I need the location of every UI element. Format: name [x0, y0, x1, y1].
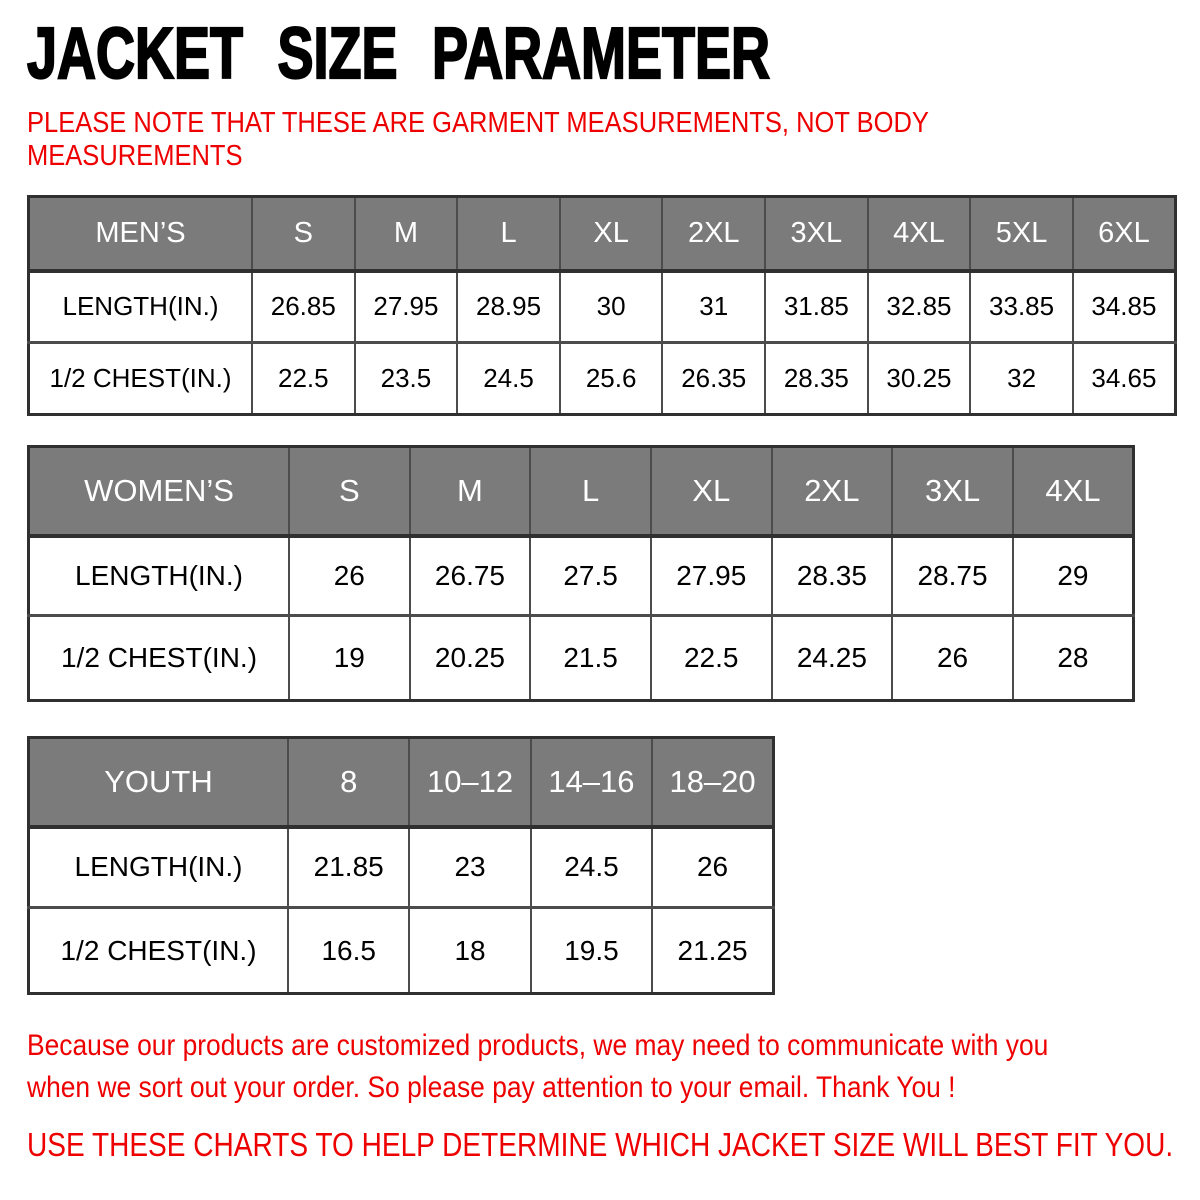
measurement-value: 18 [409, 908, 530, 994]
measurement-value: 20.25 [410, 616, 531, 701]
mens-header-row [29, 197, 1176, 271]
measurement-value: 22.5 [252, 343, 355, 415]
size-column-header: XL [651, 447, 772, 536]
size-column-header: L [530, 447, 651, 536]
youth-table-title: YOUTH [29, 738, 289, 827]
mens-table-title: MEN’S [29, 197, 253, 271]
measurement-value: 23 [409, 827, 530, 908]
measurement-value: 23.5 [355, 343, 458, 415]
measurement-value: 24.5 [457, 343, 560, 415]
measurement-value: 32.85 [868, 271, 971, 343]
measurement-value: 24.5 [531, 827, 652, 908]
measurement-value: 22.5 [651, 616, 772, 701]
measurement-value: 26 [652, 827, 773, 908]
measurement-value: 27.95 [651, 536, 772, 616]
note-line-1: PLEASE NOTE THAT THESE ARE GARMENT MEASUREMENTS, NOT BODY [27, 107, 929, 139]
youth-size-table [27, 736, 775, 995]
measurement-value: 34.85 [1073, 271, 1176, 343]
size-column-header: 2XL [772, 447, 893, 536]
size-column-header: L [457, 197, 560, 271]
measurement-value: 30 [560, 271, 663, 343]
size-column-header: 8 [288, 738, 409, 827]
size-column-header: M [355, 197, 458, 271]
page-title: JACKET SIZE PARAMETER [27, 14, 771, 94]
measurement-value: 28.95 [457, 271, 560, 343]
customization-notice [27, 1025, 1200, 1109]
size-column-header: 3XL [765, 197, 868, 271]
womens-chest-row [29, 616, 1134, 701]
measurement-value: 27.5 [530, 536, 651, 616]
mens-chest-row [29, 343, 1176, 415]
measurement-value: 26.35 [662, 343, 765, 415]
size-column-header: 2XL [662, 197, 765, 271]
measurement-value: 21.85 [288, 827, 409, 908]
measurement-value: 25.6 [560, 343, 663, 415]
row-label: 1/2 CHEST(IN.) [29, 616, 290, 701]
mens-length-row [29, 271, 1176, 343]
row-label: LENGTH(IN.) [29, 536, 290, 616]
size-column-header: 18–20 [652, 738, 773, 827]
measurement-value: 33.85 [970, 271, 1073, 343]
measurement-value: 28.35 [765, 343, 868, 415]
measurement-value: 31.85 [765, 271, 868, 343]
womens-header-row [29, 447, 1134, 536]
measurement-value: 26 [892, 616, 1013, 701]
womens-size-table [27, 445, 1135, 702]
measurement-value: 24.25 [772, 616, 893, 701]
measurement-value: 19.5 [531, 908, 652, 994]
measurement-value: 26 [289, 536, 410, 616]
measurement-value: 32 [970, 343, 1073, 415]
garment-measurement-note [27, 107, 1200, 173]
measurement-value: 26.75 [410, 536, 531, 616]
measurement-value: 31 [662, 271, 765, 343]
chart-usage-instruction: USE THESE CHARTS TO HELP DETERMINE WHICH JACKET SIZE WILL BEST FIT YOU. [27, 1126, 1174, 1163]
size-column-header: XL [560, 197, 663, 271]
customization-notice-line-1: Because our products are customized products, we may need to communicate with you [27, 1029, 1049, 1062]
measurement-value: 16.5 [288, 908, 409, 994]
measurement-value: 34.65 [1073, 343, 1176, 415]
size-column-header: S [252, 197, 355, 271]
note-line-2: MEASUREMENTS [27, 140, 243, 172]
youth-header-row [29, 738, 774, 827]
size-column-header: M [410, 447, 531, 536]
size-column-header: 5XL [970, 197, 1073, 271]
row-label: LENGTH(IN.) [29, 827, 289, 908]
size-column-header: 6XL [1073, 197, 1176, 271]
row-label: 1/2 CHEST(IN.) [29, 908, 289, 994]
size-column-header: 4XL [868, 197, 971, 271]
measurement-value: 28.75 [892, 536, 1013, 616]
size-column-header: S [289, 447, 410, 536]
measurement-value: 21.25 [652, 908, 773, 994]
measurement-value: 26.85 [252, 271, 355, 343]
size-column-header: 3XL [892, 447, 1013, 536]
womens-table-title: WOMEN’S [29, 447, 290, 536]
size-column-header: 10–12 [409, 738, 530, 827]
customization-notice-line-2: when we sort out your order. So please pay attention to your email. Thank You ! [27, 1071, 956, 1104]
measurement-value: 27.95 [355, 271, 458, 343]
size-column-header: 4XL [1013, 447, 1134, 536]
measurement-value: 30.25 [868, 343, 971, 415]
measurement-value: 21.5 [530, 616, 651, 701]
measurement-value: 29 [1013, 536, 1134, 616]
measurement-value: 19 [289, 616, 410, 701]
mens-size-table [27, 195, 1177, 416]
youth-length-row [29, 827, 774, 908]
size-column-header: 14–16 [531, 738, 652, 827]
womens-length-row [29, 536, 1134, 616]
youth-chest-row [29, 908, 774, 994]
row-label: 1/2 CHEST(IN.) [29, 343, 253, 415]
measurement-value: 28 [1013, 616, 1134, 701]
row-label: LENGTH(IN.) [29, 271, 253, 343]
measurement-value: 28.35 [772, 536, 893, 616]
